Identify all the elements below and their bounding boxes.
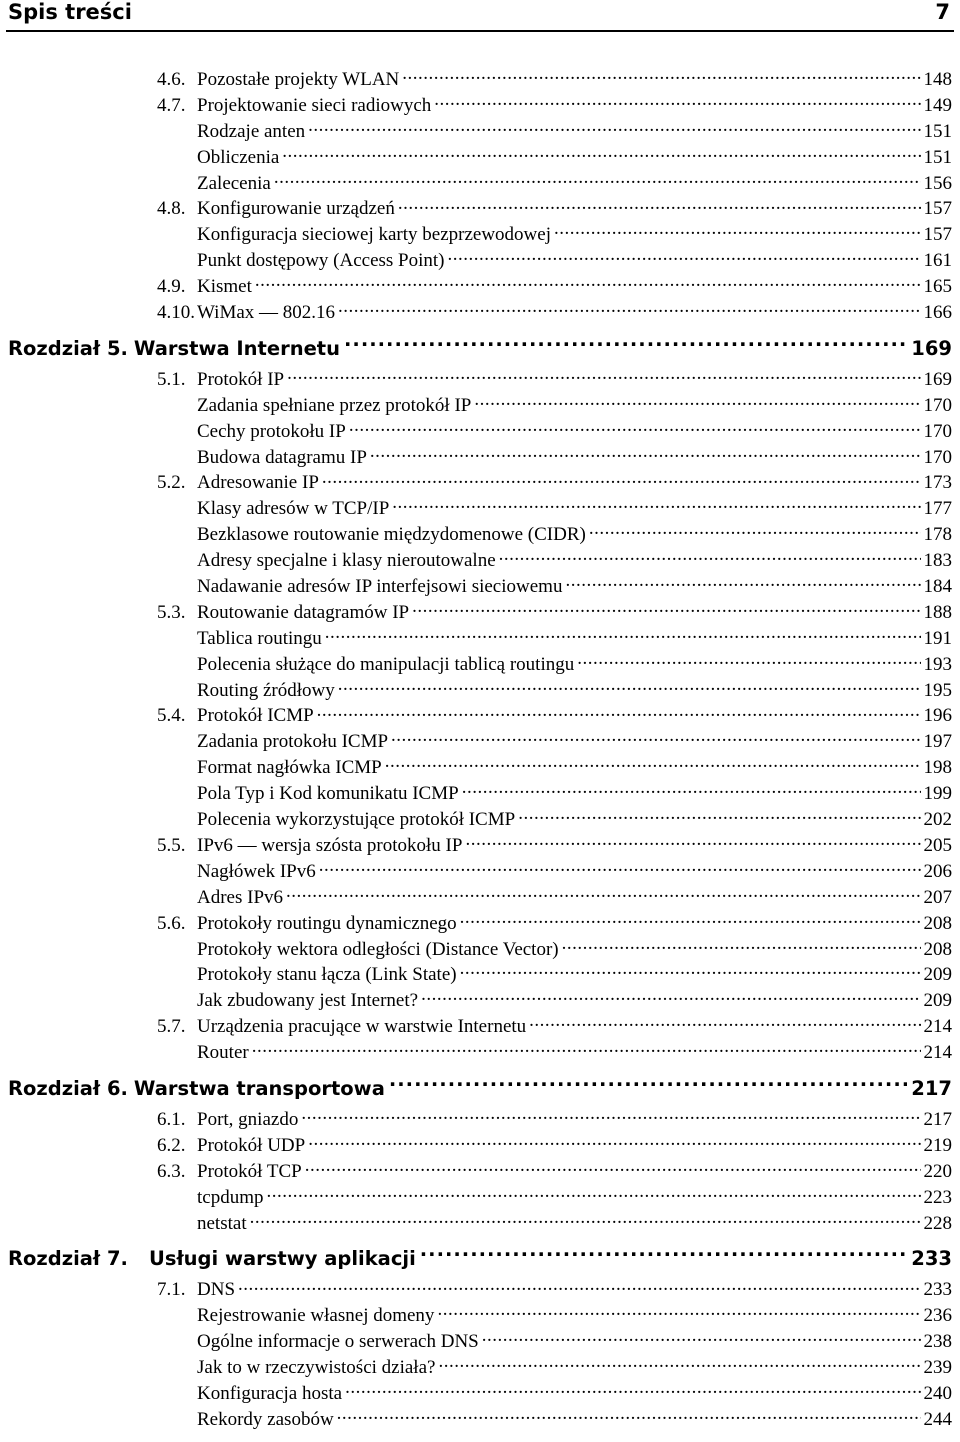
toc-dot-leader (562, 936, 921, 955)
toc-entry (0, 118, 960, 144)
toc-page-number: 165 (923, 276, 952, 298)
toc-entry-title: Protokół UDP (197, 1134, 306, 1156)
toc-entry (0, 221, 960, 247)
toc-entry (0, 1328, 960, 1354)
toc-page-number: 209 (923, 964, 952, 986)
toc-entry-title: Adresowanie IP (197, 472, 319, 494)
toc-entry-title: Rejestrowanie własnej domeny (197, 1305, 435, 1327)
toc-entry (0, 418, 960, 444)
toc-chapter-number: Rozdział 5. (8, 336, 128, 360)
toc-page-number: 170 (923, 394, 952, 416)
toc-entry-title: Zalecenia (197, 172, 271, 194)
toc-dot-leader (345, 1380, 920, 1399)
toc-page-number: 233 (911, 1247, 952, 1271)
toc-page-number: 214 (923, 1042, 952, 1064)
toc-entry (0, 832, 960, 858)
toc-entry (0, 170, 960, 196)
toc-section-number: 6.2. (157, 1134, 186, 1156)
toc-dot-leader (437, 1302, 920, 1321)
toc-entry-title: Urządzenia pracujące w warstwie Internetu (197, 1016, 527, 1038)
toc-page-number: 196 (923, 705, 952, 727)
toc-entry (0, 495, 960, 521)
toc-page-number: 188 (923, 601, 952, 623)
toc-dot-leader (274, 170, 921, 189)
toc-dot-leader (305, 1158, 921, 1177)
toc-entry-title: Zadania protokołu ICMP (197, 731, 389, 753)
toc-page-number: 197 (923, 731, 952, 753)
toc-entry-title: Port, gniazdo (197, 1108, 299, 1130)
toc-page-number: 151 (923, 146, 952, 168)
toc-entry-title: Format nagłówka ICMP (197, 757, 382, 779)
toc-entry (0, 521, 960, 547)
toc-entry-title: IPv6 — wersja szósta protokołu IP (197, 834, 463, 856)
toc-page-number: 193 (923, 653, 952, 675)
toc-entry-title: DNS (197, 1279, 236, 1301)
toc-entry-title: Bezklasowe routowanie międzydomenowe (CIDR) (197, 524, 586, 546)
toc-entry-title: Rekordy zasobów (197, 1408, 334, 1430)
toc-entry (0, 987, 960, 1013)
toc-entry-title: Warstwa transportowa (133, 1076, 385, 1100)
toc-entry-title: Adres IPv6 (197, 886, 284, 908)
toc-entry-title: Protokoły wektora odległości (Distance Vector) (197, 938, 559, 960)
toc-entry-title: Protokół IP (197, 368, 285, 390)
toc-dot-leader (250, 1210, 921, 1229)
toc-entry-title: Nadawanie adresów IP interfejsowi sieciowemu (197, 576, 563, 598)
toc-page-number: 233 (923, 1279, 952, 1301)
toc-entry (0, 444, 960, 470)
toc-entry-title: Pola Typ i Kod komunikatu ICMP (197, 783, 459, 805)
toc-dot-leader (577, 651, 920, 670)
toc-section-number: 4.8. (157, 198, 186, 220)
toc-entry (0, 299, 960, 325)
toc-dot-leader (370, 444, 921, 463)
toc-section-number: 5.4. (157, 705, 186, 727)
toc-page-number: 207 (923, 886, 952, 908)
toc-entry (0, 573, 960, 599)
toc-entry-title: Projektowanie sieci radiowych (197, 94, 432, 116)
toc-page-number: 184 (923, 576, 952, 598)
toc-section-number: 5.6. (157, 912, 186, 934)
toc-section-number: 6.1. (157, 1108, 186, 1130)
toc-page-number: 209 (923, 990, 952, 1012)
toc-entry-title: Obliczenia (197, 146, 280, 168)
toc-entry-title: Adresy specjalne i klasy nieroutowalne (197, 550, 496, 572)
toc-entry-title: tcpdump (197, 1186, 264, 1208)
toc-entry (0, 1039, 960, 1065)
toc-page-number: 173 (923, 472, 952, 494)
toc-page-number: 239 (923, 1357, 952, 1379)
toc-dot-leader (317, 702, 921, 721)
toc-entry-title: Protokół ICMP (197, 705, 314, 727)
toc-dot-leader (349, 418, 921, 437)
toc-page-number: 169 (911, 336, 952, 360)
toc-entry-title: Budowa datagramu IP (197, 446, 367, 468)
toc-entry (0, 247, 960, 273)
toc-page-number: 170 (923, 446, 952, 468)
toc-entry-title: Kismet (197, 276, 252, 298)
toc-section-number: 4.6. (157, 69, 186, 90)
toc-entry (0, 780, 960, 806)
toc-dot-leader (287, 366, 920, 385)
toc-section-number: 4.10. (157, 302, 195, 324)
toc-entry-title: Punkt dostępowy (Access Point) (197, 250, 445, 272)
toc-page-number: 183 (923, 550, 952, 572)
toc-dot-leader (338, 299, 920, 318)
toc-entry (0, 728, 960, 754)
toc-entry (0, 1184, 960, 1210)
toc-entry-title: Routing źródłowy (197, 679, 335, 701)
toc-page-number: 236 (923, 1305, 952, 1327)
toc-entry (0, 1158, 960, 1184)
toc-entry-title: Warstwa Internetu (133, 336, 341, 360)
toc-page-number: 202 (923, 809, 952, 831)
toc-dot-leader (255, 273, 921, 292)
toc-page-number: 191 (923, 627, 952, 649)
toc-entry (0, 66, 960, 92)
toc-entry (0, 1106, 960, 1132)
toc-dot-leader (474, 392, 920, 411)
toc-dot-leader (421, 987, 920, 1006)
toc-dot-leader (322, 469, 921, 488)
toc-page-number: 149 (923, 94, 952, 116)
toc-page-number: 240 (923, 1382, 952, 1404)
toc-dot-leader (465, 832, 920, 851)
toc-dot-leader (482, 1328, 921, 1347)
toc-entry-title: Ogólne informacje o serwerach DNS (197, 1331, 479, 1353)
toc-entry-title: Routowanie datagramów IP (197, 601, 410, 623)
toc-chapter-entry (0, 1242, 960, 1276)
toc-section-number: 7.1. (157, 1279, 186, 1301)
toc-entry-title: Cechy protokołu IP (197, 420, 346, 442)
toc-dot-leader (308, 118, 920, 137)
toc-dot-leader (518, 806, 920, 825)
toc-page-number: 217 (911, 1076, 952, 1100)
toc-dot-leader (301, 1106, 920, 1125)
toc-entry (0, 677, 960, 703)
toc-page-number: 148 (923, 69, 952, 90)
toc-dot-leader (392, 495, 920, 514)
toc-dot-leader (337, 1406, 921, 1425)
toc-entry (0, 754, 960, 780)
toc-page-number: 228 (923, 1212, 952, 1234)
toc-entry-title: Jak zbudowany jest Internet? (197, 990, 419, 1012)
toc-dot-leader (554, 221, 921, 240)
toc-dot-leader (267, 1184, 921, 1203)
toc-page-number: 169 (923, 368, 952, 390)
toc-dot-leader (344, 335, 907, 355)
page-number: 7 (935, 0, 950, 24)
toc-entry (0, 1210, 960, 1236)
toc-section-number: 6.3. (157, 1160, 186, 1182)
toc-page-number: 170 (923, 420, 952, 442)
toc-entry (0, 936, 960, 962)
toc-dot-leader (529, 1013, 920, 1032)
page-header (6, 0, 954, 32)
toc-page-number: 161 (923, 250, 952, 272)
toc-entry (0, 806, 960, 832)
toc-dot-leader (402, 66, 920, 85)
toc-page-number: 217 (923, 1108, 952, 1130)
toc-entry-title: Tablica routingu (197, 627, 322, 649)
toc-dot-leader (398, 195, 921, 214)
toc-page-number: 219 (923, 1134, 952, 1156)
toc-dot-leader (499, 547, 921, 566)
toc-page-number: 205 (923, 834, 952, 856)
toc-page-number: 220 (923, 1160, 952, 1182)
toc-entry (0, 1354, 960, 1380)
toc-dot-leader (460, 910, 921, 929)
toc-page-number: 206 (923, 860, 952, 882)
toc-dot-leader (385, 754, 921, 773)
toc-entry (0, 1406, 960, 1432)
toc-dot-leader (338, 677, 921, 696)
toc-dot-leader (412, 599, 920, 618)
toc-entry (0, 366, 960, 392)
toc-section-number: 4.9. (157, 276, 186, 298)
toc-entry (0, 884, 960, 910)
toc-entry-title: Klasy adresów w TCP/IP (197, 498, 390, 520)
toc-page-number: 198 (923, 757, 952, 779)
toc-page-number: 199 (923, 783, 952, 805)
toc-entry-title: Konfigurowanie urządzeń (197, 198, 395, 220)
toc-entry-title: Nagłówek IPv6 (197, 860, 316, 882)
toc-page-number: 238 (923, 1331, 952, 1353)
toc-dot-leader (308, 1132, 920, 1151)
toc-entry (0, 469, 960, 495)
toc-dot-leader (286, 884, 920, 903)
toc-chapter-entry (0, 1072, 960, 1106)
toc-entry (0, 195, 960, 221)
toc-dot-leader (389, 1075, 907, 1095)
toc-entry-title: Zadania spełniane przez protokół IP (197, 394, 472, 416)
page-header-title: Spis treści (8, 0, 132, 24)
toc-entry-title: Polecenia służące do manipulacji tablicą routingu (197, 653, 575, 675)
toc-page-number: 178 (923, 524, 952, 546)
toc-dot-leader (319, 858, 921, 877)
toc-section-number: 5.1. (157, 368, 186, 390)
toc-entry (0, 910, 960, 936)
toc-entry-title: Jak to w rzeczywistości działa? (197, 1357, 436, 1379)
toc-entry-title: Protokół TCP (197, 1160, 302, 1182)
toc-entry-title: netstat (197, 1212, 247, 1234)
toc-entry-title: Polecenia wykorzystujące protokół ICMP (197, 809, 516, 831)
toc-entry-title: Router (197, 1042, 249, 1064)
toc-entry (0, 273, 960, 299)
toc-entry (0, 599, 960, 625)
toc-dot-leader (238, 1276, 920, 1295)
toc-page-number: 157 (923, 224, 952, 246)
toc-page-number: 177 (923, 498, 952, 520)
toc-entry (0, 392, 960, 418)
toc-page-number: 157 (923, 198, 952, 220)
toc-entry-title: Konfiguracja hosta (197, 1382, 343, 1404)
toc-entry (0, 92, 960, 118)
toc-page-number: 214 (923, 1016, 952, 1038)
toc-entry (0, 1380, 960, 1406)
toc-entry (0, 1302, 960, 1328)
toc-page-number: 166 (923, 302, 952, 324)
toc-dot-leader (438, 1354, 920, 1373)
toc-page-number: 195 (923, 679, 952, 701)
toc-dot-leader (252, 1039, 921, 1058)
toc-section-number: 5.5. (157, 834, 186, 856)
toc-entry-title: WiMax — 802.16 (197, 302, 336, 324)
toc-entry-title: Rodzaje anten (197, 120, 306, 142)
toc-chapter-entry (0, 332, 960, 366)
toc-entry (0, 1013, 960, 1039)
toc-entry-title: Konfiguracja sieciowej karty bezprzewodowej (197, 224, 551, 246)
toc-entry-title: Protokoły routingu dynamicznego (197, 912, 457, 934)
toc-dot-leader (448, 247, 921, 266)
toc-entry (0, 625, 960, 651)
toc-entry-title: Protokoły stanu łącza (Link State) (197, 964, 457, 986)
toc-dot-leader (589, 521, 921, 540)
toc-entry-title: Pozostałe projekty WLAN (197, 69, 400, 90)
toc-entry (0, 1132, 960, 1158)
toc-dot-leader (460, 961, 921, 980)
toc-page-number: 156 (923, 172, 952, 194)
toc-entry-title: Usługi warstwy aplikacji (149, 1247, 416, 1271)
toc-page-number: 208 (923, 912, 952, 934)
table-of-contents (0, 66, 960, 1432)
toc-page-number: 151 (923, 120, 952, 142)
toc-dot-leader (462, 780, 921, 799)
toc-chapter-number: Rozdział 7. (8, 1247, 128, 1271)
toc-entry (0, 961, 960, 987)
toc-entry (0, 144, 960, 170)
toc-entry (0, 1276, 960, 1302)
toc-entry (0, 651, 960, 677)
toc-entry (0, 858, 960, 884)
toc-page-number: 244 (923, 1408, 952, 1430)
toc-entry (0, 702, 960, 728)
toc-dot-leader (391, 728, 920, 747)
toc-page-number: 208 (923, 938, 952, 960)
toc-dot-leader (434, 92, 920, 111)
toc-entry (0, 547, 960, 573)
toc-dot-leader (282, 144, 920, 163)
toc-dot-leader (325, 625, 921, 644)
toc-section-number: 5.7. (157, 1016, 186, 1038)
toc-section-number: 5.3. (157, 601, 186, 623)
toc-dot-leader (420, 1246, 908, 1266)
toc-page-number: 223 (923, 1186, 952, 1208)
toc-dot-leader (565, 573, 920, 592)
toc-chapter-number: Rozdział 6. (8, 1076, 128, 1100)
toc-section-number: 5.2. (157, 472, 186, 494)
toc-section-number: 4.7. (157, 94, 186, 116)
